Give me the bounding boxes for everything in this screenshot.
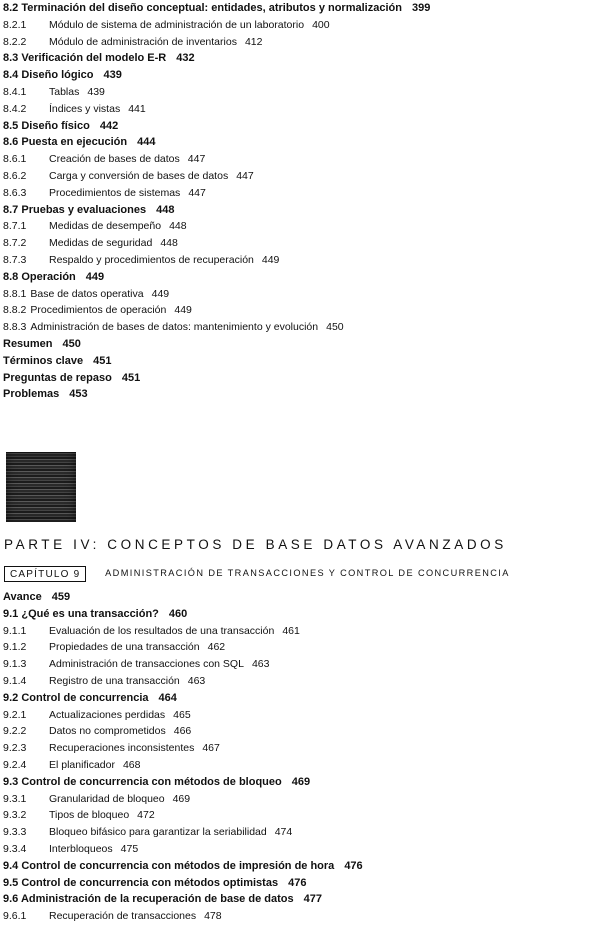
toc-entry-title: Interbloqueos	[49, 842, 113, 855]
toc-entry-number: 9.3.1	[3, 792, 27, 805]
toc-entry-number: 9.3.3	[3, 826, 27, 839]
toc-entry-number: 8.4.1	[3, 85, 27, 98]
toc-entry-number: 8.6	[3, 136, 19, 149]
toc-entry-number: 9.2.4	[3, 758, 27, 771]
toc-entry-title: Preguntas de repaso	[3, 371, 112, 384]
toc-entry-title: Tipos de bloqueo	[49, 809, 130, 822]
toc-entry	[3, 639, 597, 656]
toc-entry	[3, 17, 597, 34]
toc-entry-title: Índices y vistas	[49, 102, 121, 115]
toc-entry-page: 449	[85, 270, 105, 283]
toc-entry	[3, 807, 597, 824]
toc-entry	[3, 134, 597, 151]
toc-entry	[3, 875, 597, 892]
toc-entry-title: Pruebas y evaluaciones	[21, 203, 147, 216]
toc-entry-number: 9.6.1	[3, 910, 27, 923]
toc-entry-number: 9.2.3	[3, 742, 27, 755]
part-title: PARTE IV: CONCEPTOS DE BASE DATOS AVANZADOS	[4, 537, 507, 552]
toc-entry-title: Registro de una transacción	[49, 674, 180, 687]
toc-entry-page: 449	[151, 287, 170, 300]
toc-entry-page: 460	[168, 607, 188, 620]
toc-entry-number: 9.3.2	[3, 809, 27, 822]
toc-entry-number: 8.2.1	[3, 18, 27, 31]
toc-entry-page: 475	[120, 842, 139, 855]
toc-entry	[3, 656, 597, 673]
toc-entry-page: 447	[188, 186, 206, 199]
toc-entry	[3, 824, 597, 841]
toc-entry-page: 432	[176, 52, 195, 65]
toc-entry	[3, 252, 597, 269]
toc-entry-page: 466	[173, 725, 192, 738]
toc-entry-title: Recuperación de transacciones	[49, 910, 197, 923]
toc-entry-title: Administración de transacciones con SQL	[49, 658, 244, 671]
toc-entry-title: El planificador	[49, 758, 115, 771]
chapter-label: CAPÍTULO 9	[4, 566, 86, 582]
toc-entry	[3, 707, 597, 724]
toc-entry	[3, 34, 597, 51]
toc-entry-title: Diseño físico	[21, 119, 90, 132]
toc-entry	[3, 202, 597, 219]
toc-entry-title: Actualizaciones perdidas	[49, 708, 166, 721]
toc-entry-number: 8.8.2	[3, 304, 27, 317]
toc-entry	[3, 386, 597, 403]
toc-entry-title: Procedimientos de sistemas	[49, 186, 181, 199]
toc-entry-title: Procedimientos de operación	[30, 304, 167, 317]
toc-entry-page: 469	[291, 775, 311, 788]
toc-entry-page: 441	[128, 102, 146, 115]
toc-entry	[3, 101, 597, 118]
toc-entry	[3, 370, 597, 387]
toc-entry-page: 468	[122, 758, 141, 771]
toc-entry-number: 9.1.2	[3, 641, 27, 654]
toc-entry	[3, 723, 597, 740]
toc-entry-page: 444	[137, 136, 156, 149]
toc-entry-page: 448	[169, 220, 187, 233]
toc-entry-title: Problemas	[3, 388, 60, 401]
toc-entry-title: Datos no comprometidos	[49, 725, 166, 738]
toc-entry-page: 451	[93, 354, 112, 367]
toc-entry-title: Verificación del modelo E-R	[21, 52, 167, 65]
toc-entry	[3, 0, 597, 17]
toc-entry	[3, 740, 597, 757]
toc-entry-number: 8.4	[3, 69, 19, 82]
toc-entry	[3, 336, 597, 353]
toc-entry	[3, 353, 597, 370]
toc-entry-page: 467	[202, 742, 220, 755]
toc-entry-title: Control de concurrencia con métodos optimistas	[21, 876, 279, 889]
toc-entry-page: 478	[204, 910, 222, 923]
toc-entry-page: 399	[411, 2, 431, 14]
toc-entry	[3, 50, 597, 67]
toc-entry	[3, 319, 597, 336]
toc-entry-title: Puesta en ejecución	[21, 136, 128, 149]
toc-entry-number: 9.6	[3, 893, 19, 906]
toc-entry	[3, 118, 597, 135]
toc-entry-number: 9.1.1	[3, 624, 27, 637]
toc-entry-title: Evaluación de los resultados de una transacción	[49, 624, 275, 637]
chapter-heading	[4, 566, 600, 584]
toc-entry-number: 8.4.2	[3, 102, 27, 115]
part-divider-image	[6, 452, 76, 522]
toc-entry-title: Módulo de administración de inventarios	[49, 35, 237, 48]
toc-entry-page: 477	[303, 893, 322, 906]
toc-entry-number: 8.3	[3, 52, 19, 65]
toc-entry-page: 448	[156, 203, 175, 216]
toc-entry-title: Módulo de sistema de administración de un laboratorio	[49, 18, 305, 31]
toc-entry-page: 476	[288, 876, 307, 889]
toc-entry-page: 463	[187, 674, 206, 687]
toc-entry-title: Bloqueo bifásico para garantizar la seriabilidad	[49, 826, 267, 839]
toc-entry	[3, 168, 597, 185]
toc-entry-page: 439	[103, 69, 122, 82]
toc-entry-title: Terminación del diseño conceptual: entidades, atributos y normalización	[21, 2, 402, 14]
toc-entry-number: 9.3	[3, 775, 19, 788]
toc-entry	[3, 690, 597, 707]
toc-entry-page: 439	[87, 85, 105, 98]
chapter-title: ADMINISTRACIÓN DE TRANSACCIONES Y CONTROL DE CONCURRENCIA	[105, 568, 510, 578]
toc-entry-title: Avance	[3, 591, 42, 603]
toc-entry-title: Control de concurrencia con métodos de impresión de hora	[21, 859, 335, 872]
toc-entry-title: Granularidad de bloqueo	[49, 792, 165, 805]
toc-entry-page: 442	[99, 119, 119, 132]
toc-entry-number: 8.2.2	[3, 35, 27, 48]
toc-entry	[3, 269, 597, 286]
toc-entry-number: 8.6.1	[3, 153, 27, 166]
toc-entry-number: 9.5	[3, 876, 19, 889]
toc-entry-title: Medidas de seguridad	[49, 237, 153, 250]
toc-entry-title: Base de datos operativa	[30, 287, 144, 300]
toc-entry-title: Carga y conversión de bases de datos	[49, 169, 229, 182]
toc-entry-title: Propiedades de una transacción	[49, 641, 200, 654]
toc-entry-page: 463	[251, 658, 270, 671]
toc-entry-page: 461	[282, 624, 300, 637]
toc-part-chapter-8	[3, 0, 597, 403]
toc-entry-title: ¿Qué es una transacción?	[21, 607, 159, 620]
toc-entry	[3, 757, 597, 774]
toc-entry-title: Control de concurrencia con métodos de bloqueo	[21, 775, 282, 788]
toc-entry-page: 447	[236, 169, 254, 182]
toc-entry-number: 8.5	[3, 119, 19, 132]
toc-entry	[3, 623, 597, 640]
toc-entry-page: 462	[207, 641, 226, 654]
toc-entry-title: Respaldo y procedimientos de recuperación	[49, 253, 254, 266]
toc-entry-number: 9.3.4	[3, 842, 27, 855]
toc-entry-page: 474	[274, 826, 293, 839]
toc-entry-number: 9.1	[3, 607, 19, 620]
toc-entry	[3, 774, 597, 791]
toc-entry	[3, 185, 597, 202]
toc-entry-page: 464	[158, 691, 177, 704]
toc-entry-number: 8.7.3	[3, 253, 27, 266]
toc-entry-page: 472	[137, 809, 155, 822]
toc-entry-title: Administración de la recuperación de base de datos	[20, 893, 294, 906]
toc-entry-page: 453	[69, 388, 88, 401]
toc-entry	[3, 589, 597, 606]
toc-entry	[3, 218, 597, 235]
toc-entry-number: 9.1.3	[3, 658, 27, 671]
toc-entry	[3, 841, 597, 858]
toc-entry	[3, 791, 597, 808]
toc-entry-page: 469	[172, 792, 191, 805]
toc-entry-number: 8.2	[3, 2, 19, 14]
toc-entry-title: Tablas	[49, 85, 80, 98]
toc-entry-page: 448	[160, 237, 178, 250]
toc-entry-title: Medidas de desempeño	[49, 220, 162, 233]
toc-entry-page: 450	[326, 321, 344, 334]
toc-entry	[3, 286, 597, 303]
toc-entry-number: 9.2.1	[3, 708, 27, 721]
toc-entry-page: 451	[121, 371, 141, 384]
toc-entry-page: 476	[344, 859, 363, 872]
toc-entry-page: 465	[173, 708, 191, 721]
toc-entry-page: 459	[51, 591, 71, 603]
toc-entry-page: 450	[62, 337, 81, 350]
toc-entry-number: 9.2	[3, 691, 19, 704]
toc-entry	[3, 67, 597, 84]
toc-entry-number: 8.8.3	[3, 321, 27, 334]
toc-entry	[3, 891, 597, 908]
toc-entry-title: Términos clave	[3, 354, 84, 367]
toc-entry	[3, 302, 597, 319]
toc-entry	[3, 908, 597, 925]
toc-entry-page: 412	[244, 35, 263, 48]
toc-entry-number: 8.8.1	[3, 287, 27, 300]
toc-entry-number: 8.6.3	[3, 186, 27, 199]
toc-entry	[3, 235, 597, 252]
toc-entry-title: Control de concurrencia	[21, 691, 149, 704]
toc-entry-page: 447	[187, 153, 206, 166]
toc-entry-number: 9.4	[3, 859, 19, 872]
toc-entry-title: Resumen	[3, 337, 53, 350]
toc-entry	[3, 673, 597, 690]
toc-entry-title: Creación de bases de datos	[49, 153, 180, 166]
toc-entry-page: 449	[261, 253, 280, 266]
toc-entry-number: 8.7.1	[3, 220, 27, 233]
toc-entry-title: Operación	[21, 270, 76, 283]
toc-entry-title: Recuperaciones inconsistentes	[49, 742, 195, 755]
toc-entry-title: Administración de bases de datos: mantenimiento y evolución	[30, 321, 319, 334]
toc-entry-number: 8.7.2	[3, 237, 27, 250]
toc-entry	[3, 606, 597, 623]
toc-entry-number: 9.1.4	[3, 674, 27, 687]
toc-entry-page: 449	[174, 304, 192, 317]
toc-entry-number: 9.2.2	[3, 725, 27, 738]
toc-entry-number: 8.6.2	[3, 169, 27, 182]
toc-entry	[3, 151, 597, 168]
toc-entry	[3, 84, 597, 101]
toc-entry	[3, 858, 597, 875]
toc-entry-page: 400	[312, 18, 330, 31]
toc-entry-title: Diseño lógico	[21, 69, 94, 82]
toc-entry-number: 8.8	[3, 270, 19, 283]
toc-entry-number: 8.7	[3, 203, 19, 216]
toc-part-chapter-9	[3, 589, 597, 925]
